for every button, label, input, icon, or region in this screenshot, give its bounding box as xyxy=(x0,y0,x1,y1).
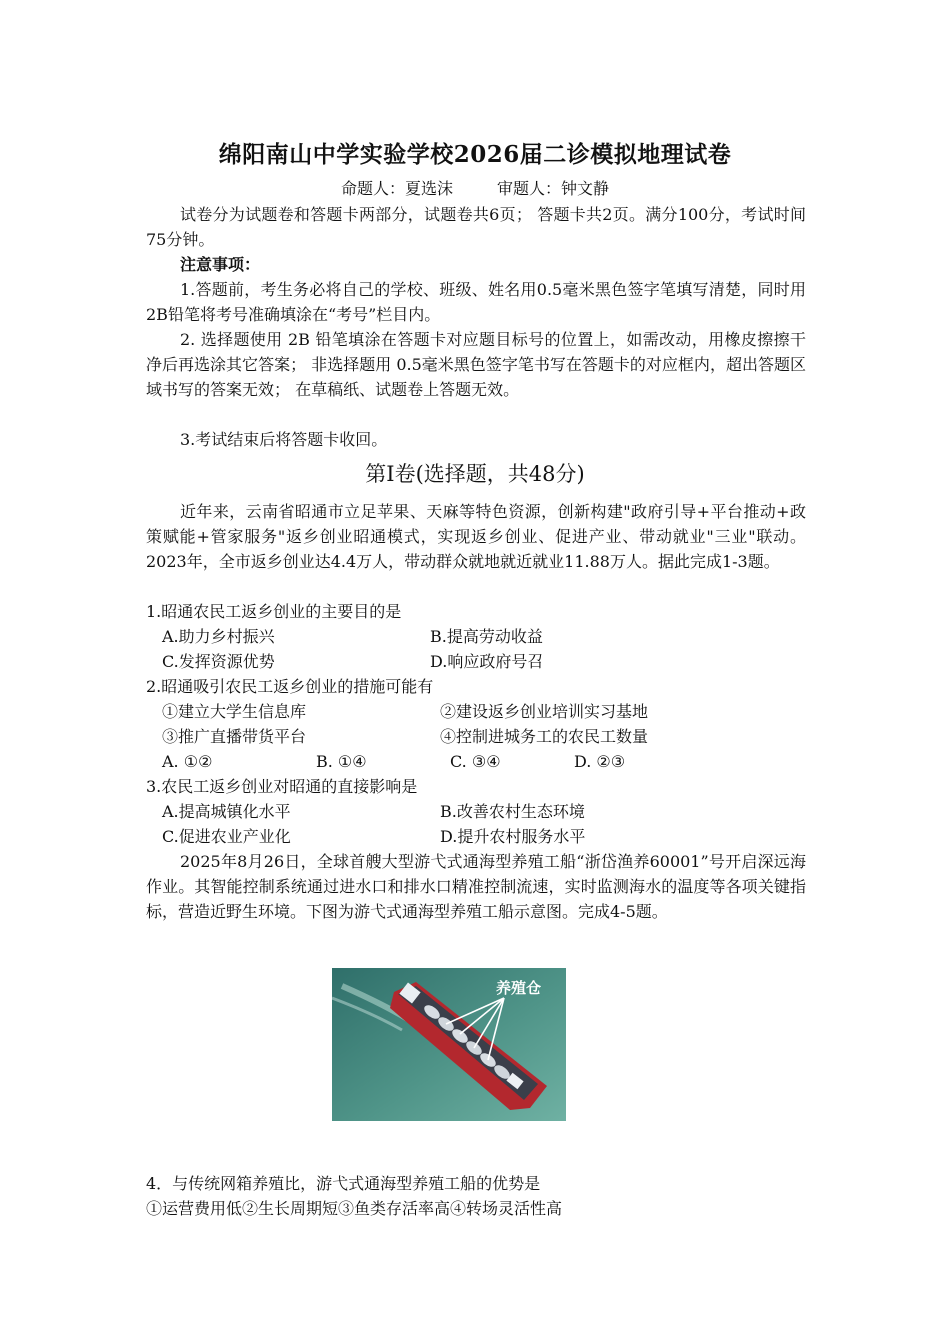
q2-option-a: A. ①② xyxy=(162,752,213,771)
q3-option-a: A.提高城镇化水平 xyxy=(162,802,291,821)
breeding-tank-label: 养殖仓 xyxy=(496,979,542,997)
question-4-statements: ①运营费用低②生长周期短③鱼类存活率高④转场灵活性高 xyxy=(146,1199,563,1218)
passage-2: 2025年8月26日，全球首艘大型游弋式通海型养殖工船“浙岱渔养60001”号开启深远海作业。其智能控制系统通过进水口和排水口精准控制流速，实时监测海水的温度等各项关键指标，营造近野生环境。下图为游弋式通海型养殖工船示意图。完成4-5题。 xyxy=(146,852,806,921)
q3-option-c: C.促进农业产业化 xyxy=(162,827,291,846)
q3-option-d: D.提升农村服务水平 xyxy=(440,827,586,846)
q2-option-d: D. ②③ xyxy=(574,752,626,771)
q2-option-c: C. ③④ xyxy=(450,752,501,771)
reviewer-name: 审题人：钟文静 xyxy=(497,179,610,198)
q2-statement-1: ①建立大学生信息库 xyxy=(162,702,307,721)
q1-option-b: B.提高劳动收益 xyxy=(430,627,543,646)
q2-statement-4: ④控制进城务工的农民工数量 xyxy=(440,727,649,746)
question-3-stem: 3.农民工返乡创业对昭通的直接影响是 xyxy=(146,777,418,796)
q1-option-c: C.发挥资源优势 xyxy=(162,652,275,671)
setter-name: 命题人：夏选沫 xyxy=(340,179,453,198)
q2-statement-3: ③推广直播带货平台 xyxy=(162,727,307,746)
q3-option-b: B.改善农村生态环境 xyxy=(440,802,585,821)
intro-text: 试卷分为试题卷和答题卡两部分，试题卷共6页； 答题卡共2页。满分100分，考试时间75分钟。 xyxy=(146,205,806,249)
question-2-stem: 2.昭通吸引农民工返乡创业的措施可能有 xyxy=(146,677,434,696)
section-title: 第Ⅰ卷(选择题，共48分) xyxy=(365,462,585,486)
page-title: 绵阳南山中学实验学校2026届二诊模拟地理试卷 xyxy=(218,141,732,168)
notice-item-3: 3.考试结束后将答题卡收回。 xyxy=(180,430,388,449)
notice-heading-text: 注意事项： xyxy=(180,255,261,274)
q2-statement-2: ②建设返乡创业培训实习基地 xyxy=(440,702,649,721)
notice-item-2: 2. 选择题使用 2B 铅笔填涂在答题卡对应题目标号的位置上，如需改动，用橡皮擦擦干净后再选涂其它答案； 非选择题用 0.5毫米黑色签字笔书写在答题卡的对应框内，超出答题区域书写的答案无效； 在草稿纸、试题卷上答题无效。 xyxy=(146,330,806,399)
authors-line xyxy=(0,176,950,199)
notice-item-1: 1.答题前，考生务必将自己的学校、班级、姓名用0.5毫米黑色签字笔填写清楚，同时用2B铅笔将考号准确填涂在“考号”栏目内。 xyxy=(146,280,806,324)
q2-option-b: B. ①④ xyxy=(316,752,367,771)
ship-figure xyxy=(332,968,566,1121)
notice-heading xyxy=(146,252,806,277)
question-1-stem: 1.昭通农民工返乡创业的主要目的是 xyxy=(146,602,402,621)
q1-option-a: A.助力乡村振兴 xyxy=(162,627,275,646)
ship-illustration xyxy=(332,968,566,1121)
question-4-stem: 4．与传统网箱养殖比，游弋式通海型养殖工船的优势是 xyxy=(146,1174,541,1193)
passage-1: 近年来，云南省昭通市立足苹果、天麻等特色资源，创新构建"政府引导+平台推动+政策赋能+管家服务"返乡创业昭通模式，实现返乡创业、促进产业、带动就业"三业"联动。2023年，全市返乡创业达4.4万人，带动群众就地就近就业11.88万人。据此完成1-3题。 xyxy=(146,502,806,571)
q1-option-d: D.响应政府号召 xyxy=(430,652,544,671)
